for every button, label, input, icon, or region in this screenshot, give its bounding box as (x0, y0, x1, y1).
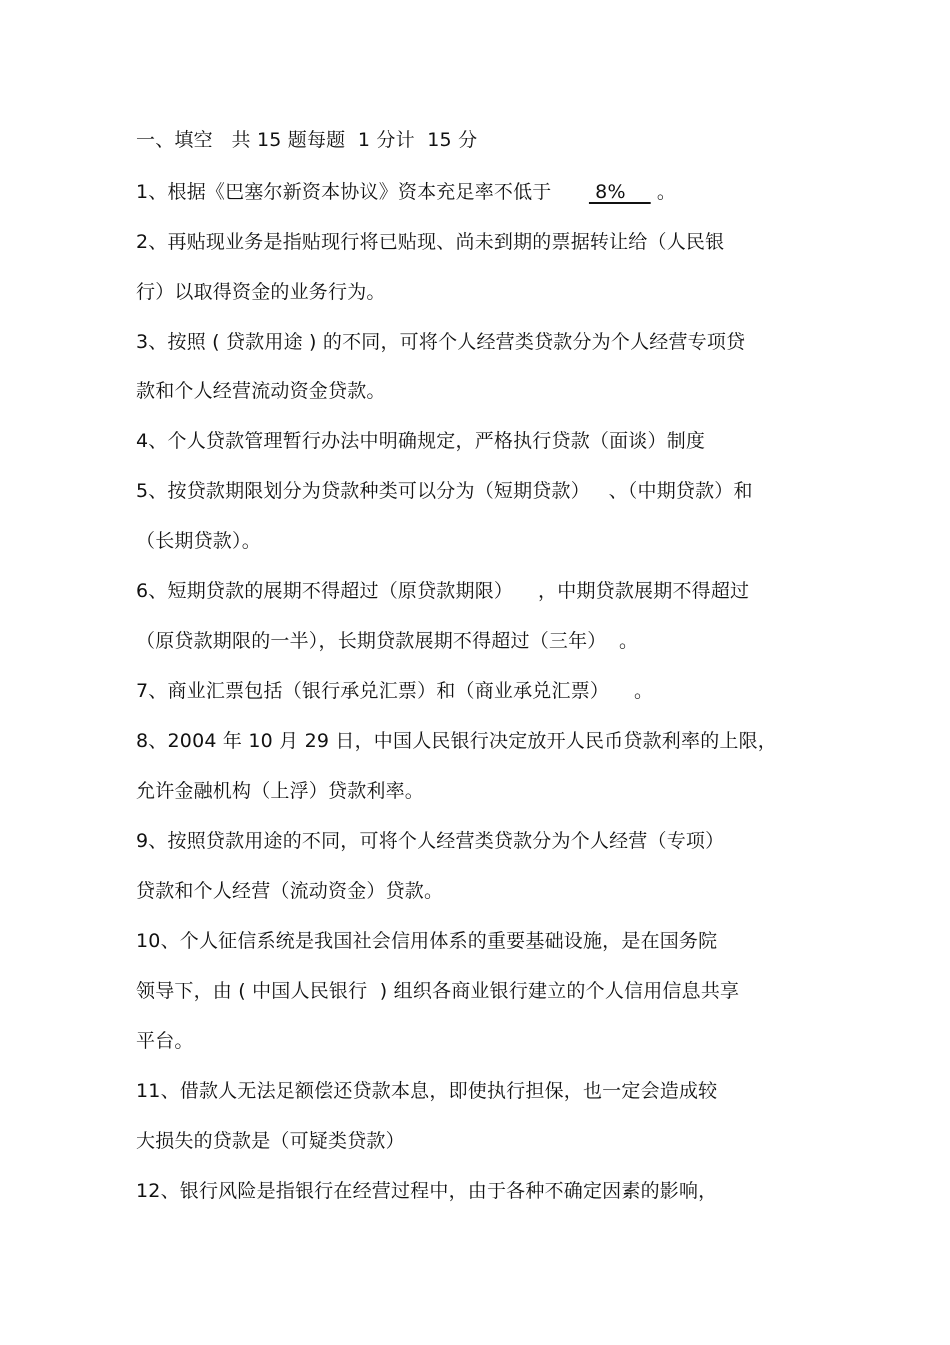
section-heading: 一、填空 共 15 题每题 1 分计 15 分 (136, 129, 478, 151)
question-11-line-1: 11、借款人无法足额偿还贷款本息，即使执行担保，也一定会造成较 (136, 1080, 718, 1102)
question-12-line-1: 12、银行风险是指银行在经营过程中，由于各种不确定因素的影响， (136, 1180, 718, 1202)
question-5-line-1: 5、按贷款期限划分为贷款种类可以分为（短期贷款） 、（中期贷款）和 (136, 480, 753, 502)
question-3-line-2: 款和个人经营流动资金贷款。 (136, 380, 386, 402)
question-6-line-1: 6、短期贷款的展期不得超过（原贷款期限） ，中期贷款展期不得超过 (136, 580, 750, 602)
question-1 (136, 180, 676, 204)
question-1-end: 。 (650, 181, 677, 203)
question-10-line-1: 10、个人征信系统是我国社会信用体系的重要基础设施，是在国务院 (136, 930, 718, 952)
question-2-line-2: 行）以取得资金的业务行为。 (136, 281, 386, 303)
question-11-line-2: 大损失的贷款是（可疑类贷款） (136, 1130, 405, 1152)
question-9-line-1: 9、按照贷款用途的不同，可将个人经营类贷款分为个人经营（专项） (136, 830, 725, 852)
question-8-line-1: 8、2004 年 10 月 29 日，中国人民银行决定放开人民币贷款利率的上限， (136, 730, 777, 752)
question-2-line-1: 2、再贴现业务是指贴现行将已贴现、尚未到期的票据转让给（人民银 (136, 231, 725, 253)
question-9-line-2: 贷款和个人经营（流动资金）贷款。 (136, 880, 444, 902)
question-1-text: 1、根据《巴塞尔新资本协议》资本充足率不低于 (136, 181, 589, 203)
question-7-line-1: 7、商业汇票包括（银行承兑汇票）和（商业承兑汇票） 。 (136, 680, 654, 702)
question-3-line-1: 3、按照 ( 贷款用途 ) 的不同，可将个人经营类贷款分为个人经营专项贷 (136, 331, 746, 353)
question-4-line-1: 4、个人贷款管理暂行办法中明确规定，严格执行贷款（面谈）制度 (136, 430, 706, 452)
question-10-line-2: 领导下，由 ( 中国人民银行 ) 组织各商业银行建立的个人信用信息共享 (136, 980, 740, 1002)
question-6-line-2: （原贷款期限的一半），长期贷款展期不得超过（三年） 。 (136, 630, 639, 652)
question-8-line-2: 允许金融机构（上浮）贷款利率。 (136, 780, 425, 802)
question-10-line-3: 平台。 (136, 1030, 194, 1052)
question-5-line-2: （长期贷款）。 (136, 530, 261, 552)
question-1-answer: 8% (588, 181, 651, 203)
